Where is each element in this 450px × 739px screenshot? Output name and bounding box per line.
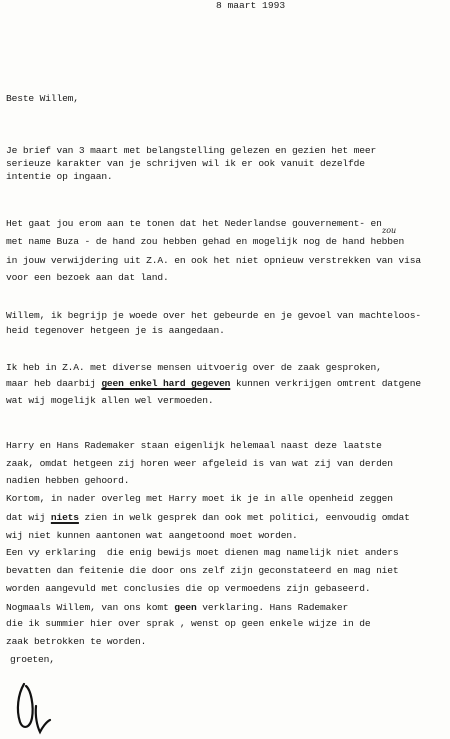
letter-date: 8 maart 1993 <box>216 0 286 11</box>
body-line-12: wat wij mogelijk allen wel vermoeden. <box>6 395 214 406</box>
body-line-11-a: maar heb daarbij <box>6 378 102 389</box>
body-line-13: Harry en Hans Rademaker staan eigenlijk helemaal naast deze laatste <box>6 440 382 451</box>
body-line-17-a: dat wij <box>6 512 51 523</box>
signature-image <box>10 676 55 736</box>
body-line-15: nadien hebben gehoord. <box>6 475 130 486</box>
body-line-10: Ik heb in Z.A. met diverse mensen uitvoerig over de zaak gesproken, <box>6 362 382 373</box>
body-line-14: zaak, omdat hetgeen zij horen weer afgeleid is van wat zij van derden <box>6 458 393 469</box>
body-line-22-b: verklaring. Hans Rademaker <box>196 602 349 613</box>
body-line-16: Kortom, in nader overleg met Harry moet ik je in alle openheid zeggen <box>6 493 393 504</box>
body-line-1: Je brief van 3 maart met belangstelling gelezen en gezien het meer <box>6 145 377 156</box>
closing: groeten, <box>10 654 55 665</box>
body-line-11-b: kunnen verkrijgen omtrent datgene <box>230 378 421 389</box>
body-line-20: bevatten dan feitenie die door ons zelf zijn geconstateerd en mag niet <box>6 565 399 576</box>
body-line-7: voor een bezoek aan dat land. <box>6 272 169 283</box>
handwritten-correction: zou <box>382 226 397 235</box>
body-line-21: worden aangevuld met conclusies die op vermoedens zijn gebaseerd. <box>6 583 371 594</box>
body-line-18: wij niet kunnen aantonen wat aangetoond moet worden. <box>6 530 298 541</box>
body-line-4: Het gaat jou erom aan te tonen dat het Nederlandse gouvernement- en <box>6 218 382 229</box>
body-line-23: die ik summier hier over sprak , wenst op geen enkele wijze in de <box>6 618 371 629</box>
body-line-2: serieuze karakter van je schrijven wil ik er ook vanuit dezelfde <box>6 158 365 169</box>
body-line-22 <box>6 602 348 614</box>
body-line-17 <box>6 512 410 524</box>
body-line-17-b: zien in welk gesprek dan ook met politici, eenvoudig omdat <box>78 512 410 523</box>
body-line-9: heid tegenover hetgeen je is aangedaan. <box>6 325 225 336</box>
body-line-6: in jouw verwijdering uit Z.A. en ook het niet opnieuw verstrekken van visa <box>6 255 421 266</box>
salutation: Beste Willem, <box>6 93 79 104</box>
body-line-8: Willem, ik begrijp je woede over het gebeurde en je gevoel van machteloos- <box>6 310 421 321</box>
emphasis-geen: geen <box>174 602 197 613</box>
body-line-5: met name Buza - de hand zou hebben gehad en mogelijk nog de hand hebben <box>6 236 405 247</box>
body-line-22-a: Nogmaals Willem, van ons komt <box>6 602 175 613</box>
body-line-19: Een vy erklaring die enig bewijs moet dienen mag namelijk niet anders <box>6 547 399 558</box>
body-line-3: intentie op ingaan. <box>6 171 113 182</box>
emphasis-geen-enkel-hard-gegeven: geen enkel hard gegeven <box>101 378 231 389</box>
body-line-11 <box>6 378 421 390</box>
body-line-24: zaak betrokken te worden. <box>6 636 147 647</box>
emphasis-niets: niets <box>50 512 79 523</box>
